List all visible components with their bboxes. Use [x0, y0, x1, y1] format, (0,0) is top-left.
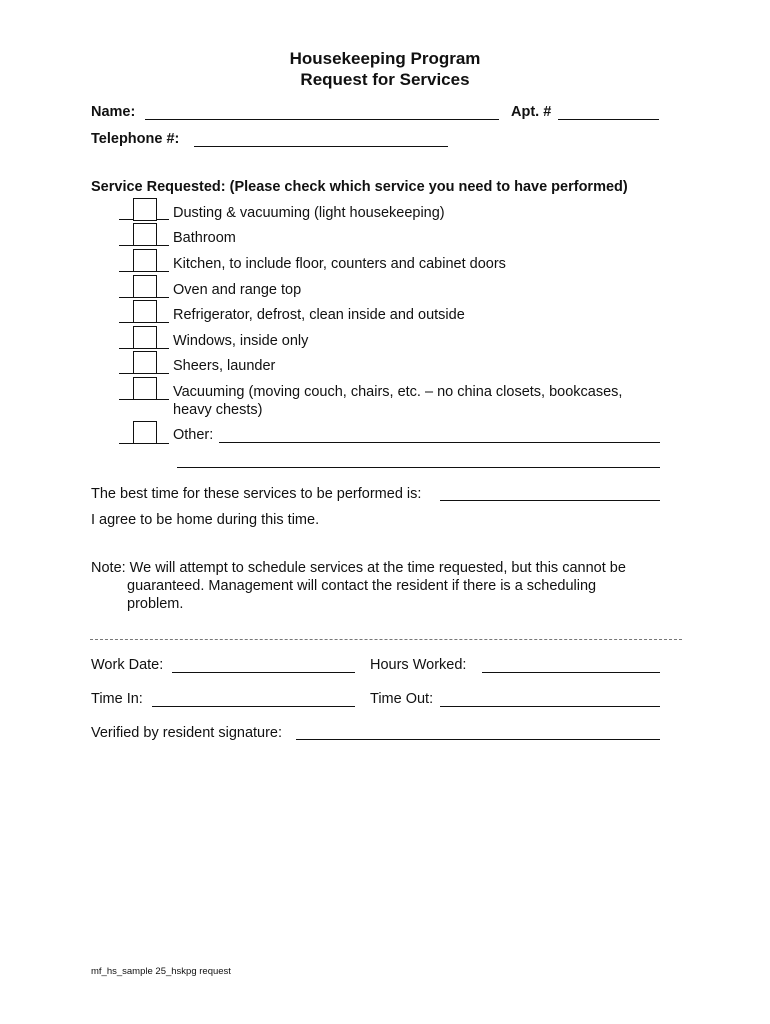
- footer-text: mf_hs_sample 25_hskpg request: [91, 966, 231, 977]
- service-label-vacuuming-cont: heavy chests): [173, 402, 263, 418]
- best-time-label: The best time for these services to be performed is:: [91, 486, 422, 502]
- service-checkbox-oven[interactable]: [133, 275, 157, 298]
- service-checkbox-refrigerator[interactable]: [133, 300, 157, 323]
- time-in-label: Time In:: [91, 691, 143, 707]
- name-label: Name:: [91, 104, 136, 120]
- apt-field[interactable]: [558, 119, 659, 120]
- hours-worked-label: Hours Worked:: [370, 657, 467, 673]
- dashed-divider: [90, 639, 682, 640]
- service-label-oven: Oven and range top: [173, 282, 302, 298]
- note-line1: Note: We will attempt to schedule services at the time requested, but this cannot be: [91, 560, 626, 576]
- time-out-field[interactable]: [440, 706, 660, 707]
- note-line3: problem.: [127, 596, 184, 612]
- service-checkbox-vacuuming[interactable]: [133, 377, 157, 400]
- time-out-label: Time Out:: [370, 691, 434, 707]
- note-line2: guaranteed. Management will contact the resident if there is a scheduling: [127, 578, 597, 594]
- other-field-line1[interactable]: [219, 442, 660, 443]
- verified-label: Verified by resident signature:: [91, 725, 283, 741]
- other-field-line2[interactable]: [177, 467, 660, 468]
- service-label-refrigerator: Refrigerator, defrost, clean inside and outside: [173, 307, 465, 323]
- best-time-field[interactable]: [440, 500, 660, 501]
- hours-worked-field[interactable]: [482, 672, 660, 673]
- service-label-vacuuming: Vacuuming (moving couch, chairs, etc. – no china closets, bookcases,: [173, 384, 623, 400]
- service-heading: Service Requested: (Please check which service you need to have performed): [91, 179, 628, 195]
- work-date-label: Work Date:: [91, 657, 164, 673]
- work-date-field[interactable]: [172, 672, 355, 673]
- service-label-dusting: Dusting & vacuuming (light housekeeping): [173, 205, 445, 221]
- service-checkbox-dusting[interactable]: [133, 198, 157, 221]
- service-label-bathroom: Bathroom: [173, 230, 236, 246]
- telephone-field[interactable]: [194, 146, 448, 147]
- form-title-line1: Housekeeping Program: [289, 49, 481, 68]
- service-checkbox-windows[interactable]: [133, 326, 157, 349]
- time-in-field[interactable]: [152, 706, 355, 707]
- service-label-kitchen: Kitchen, to include floor, counters and cabinet doors: [173, 256, 506, 272]
- service-checkbox-kitchen[interactable]: [133, 249, 157, 272]
- form-title-line2: Request for Services: [300, 70, 470, 89]
- service-label-sheers: Sheers, launder: [173, 358, 276, 374]
- name-field[interactable]: [145, 119, 499, 120]
- service-checkbox-other[interactable]: [133, 421, 157, 444]
- service-label-other: Other:: [173, 427, 214, 443]
- signature-field[interactable]: [296, 739, 660, 740]
- telephone-label: Telephone #:: [91, 131, 180, 147]
- apt-label: Apt. #: [511, 104, 552, 120]
- service-label-windows: Windows, inside only: [173, 333, 309, 349]
- service-checkbox-bathroom[interactable]: [133, 223, 157, 246]
- service-checkbox-sheers[interactable]: [133, 351, 157, 374]
- agree-text: I agree to be home during this time.: [91, 512, 320, 528]
